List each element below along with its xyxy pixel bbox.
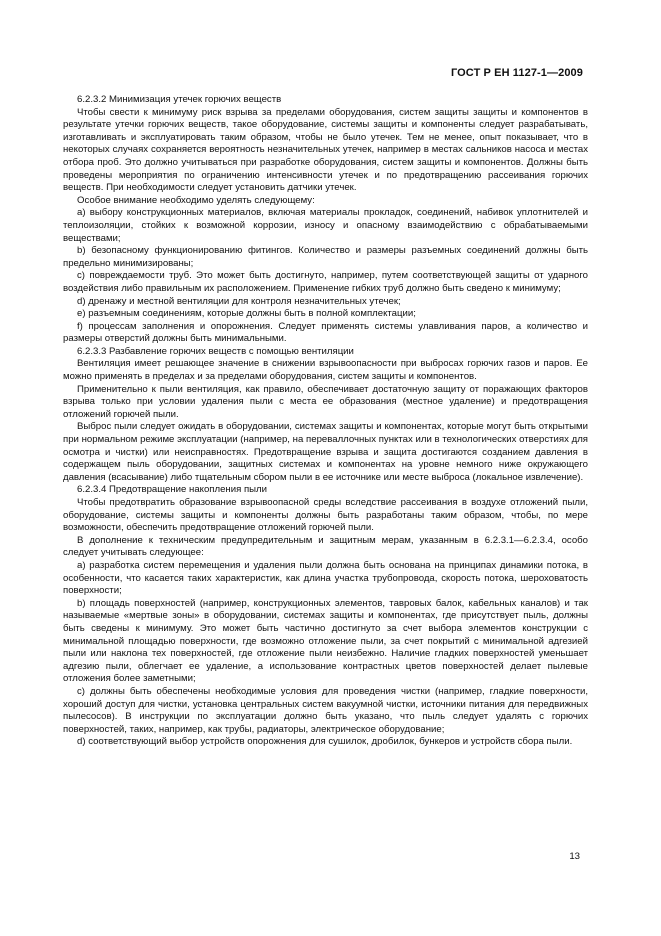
- list-item: а) выбору конструкционных материалов, включая материалы прокладок, соединений, набивок уплотнителей и теплоизоляции, стойких к возможной коррозии, износу и опасному взаимодействию с обрабатываемыми веществами;: [63, 207, 588, 244]
- section-heading-6-2-3-2: 6.2.3.2 Минимизация утечек горючих веществ: [77, 94, 282, 105]
- list-item: b) площадь поверхностей (например, конструкционных элементов, тавровых балок, кабельных каналов) и так называемые «мертвые зоны» в оборудовании, системах защиты и компонентах, где присутствует пыль, должны быть сведены к минимуму. Это может быть частично достигнуто за счет выбора элементов конструкции с минимальной площадью поверхности, где возможно отложение пыли, за счет покрытий с минимальной адгезией пыли или наклона тех поверхностей, где отложение пыли неизбежно. Наличие гладких поверхностей уменьшает адгезию пыли, облегчает ее удаление, а использование контрастных цветов поверхностей делает пылевые отложения более заметными;: [63, 597, 588, 685]
- list-item: c) повреждаемости труб. Это может быть достигнуто, например, путем соответствующей защиты от ударного воздействия либо правильным их расположением. Применение гибких труб должно быть сведено к минимуму;: [63, 270, 588, 294]
- page-number: 13: [569, 851, 580, 862]
- list-item: d) соответствующий выбор устройств опорожнения для сушилок, дробилок, бункеров и устройств сбора пыли.: [77, 736, 573, 748]
- document-body: [63, 94, 588, 749]
- paragraph: В дополнение к техническим предупредительным и защитным мерам, указанным в 6.2.3.1—6.2.3.4, особо следует учитывать следующее:: [63, 534, 588, 559]
- section-heading-6-2-3-4: 6.2.3.4 Предотвращение накопления пыли: [77, 484, 267, 496]
- paragraph: Применительно к пыли вентиляция, как правило, обеспечивает достаточную защиту от поражающих факторов взрыва только при условии удаления пыли с места ее образования (местное удаление) и предотвращения отложений горючей пыли.: [63, 383, 588, 420]
- paragraph: Чтобы предотвратить образование взрывоопасной среды вследствие рассеивания в воздухе отложений пыли, оборудование, системы защиты и компоненты должны быть разработаны таким образом, чтобы, по мере возможности, обеспечить предотвращение отложений горючей пыли.: [63, 497, 588, 534]
- section-heading-6-2-3-3: 6.2.3.3 Разбавление горючих веществ с помощью вентиляции: [77, 345, 354, 357]
- list-item: а) разработка систем перемещения и удаления пыли должна быть основана на принципах динамики потока, в особенности, что касается таких характеристик, как длина участка трубопровода, скорость потока, шероховатость поверхности;: [63, 559, 588, 597]
- list-item: c) должны быть обеспечены необходимые условия для проведения чистки (например, гладкие поверхности, хороший доступ для чистки, установка центральных систем вакуумной чистки, источники питания для передвижных пылесосов). В инструкции по эксплуатации должно быть указано, что пыль следует удалять с горючих поверхностей, таких, например, как трубы, радиаторы, электрическое оборудование;: [63, 685, 588, 735]
- list-item: f) процессам заполнения и опорожнения. Следует применять системы улавливания паров, а количество и размеры отверстий должны быть минимальными.: [63, 320, 588, 345]
- list-item: b) безопасному функционированию фитингов. Количество и размеры разъемных соединений должны быть предельно минимизированы;: [63, 245, 588, 269]
- paragraph: Особое внимание необходимо уделять следующему:: [77, 194, 315, 206]
- list-item: d) дренажу и местной вентиляции для контроля незначительных утечек;: [77, 295, 401, 307]
- paragraph: Чтобы свести к минимуму риск взрыва за пределами оборудования, систем защиты защиты и компонентов в результате утечки горючих веществ, такое оборудование, системы защиты и компоненты следует разрабатывать, изготавливать и эксплуатировать таким образом, чтобы не было утечек. Тем не менее, опыт показывает, что в некоторых случаях сохраняется вероятность незначительных утечек, например в местах сальников насоса и местах отбора проб. Это должно учитываться при разработке оборудования, систем защиты и компонентов. Должны быть проведены мероприятия по ограничению интенсивности утечек и по предотвращению рассеивания горючих веществ. При необходимости следует установить датчики утечек.: [63, 106, 588, 194]
- paragraph: Выброс пыли следует ожидать в оборудовании, системах защиты и компонентах, которые могут быть открытыми при нормальном режиме эксплуатации (например, на переваллочных пунктах или в технологических отверстиях для осмотра и чистки) или неисправностях. Предотвращение взрыва и защита достигаются созданием давления в содержащем пыль оборудовании, защитных системах и компонентах на уровне немного ниже окружающего давления (всасывание) либо тщательным сбором пыли в ее источнике или месте выброса (локальное извлечение).: [63, 421, 588, 483]
- list-item: e) разъемным соединениям, которые должны быть в полной комплектации;: [77, 308, 416, 320]
- document-code: ГОСТ Р ЕН 1127-1—2009: [450, 67, 583, 79]
- paragraph: Вентиляция имеет решающее значение в снижении взрывоопасности при выбросах горючих газов и паров. Ее можно применять в пределах и за пределами оборудования, систем защиты и компонентов.: [63, 358, 588, 383]
